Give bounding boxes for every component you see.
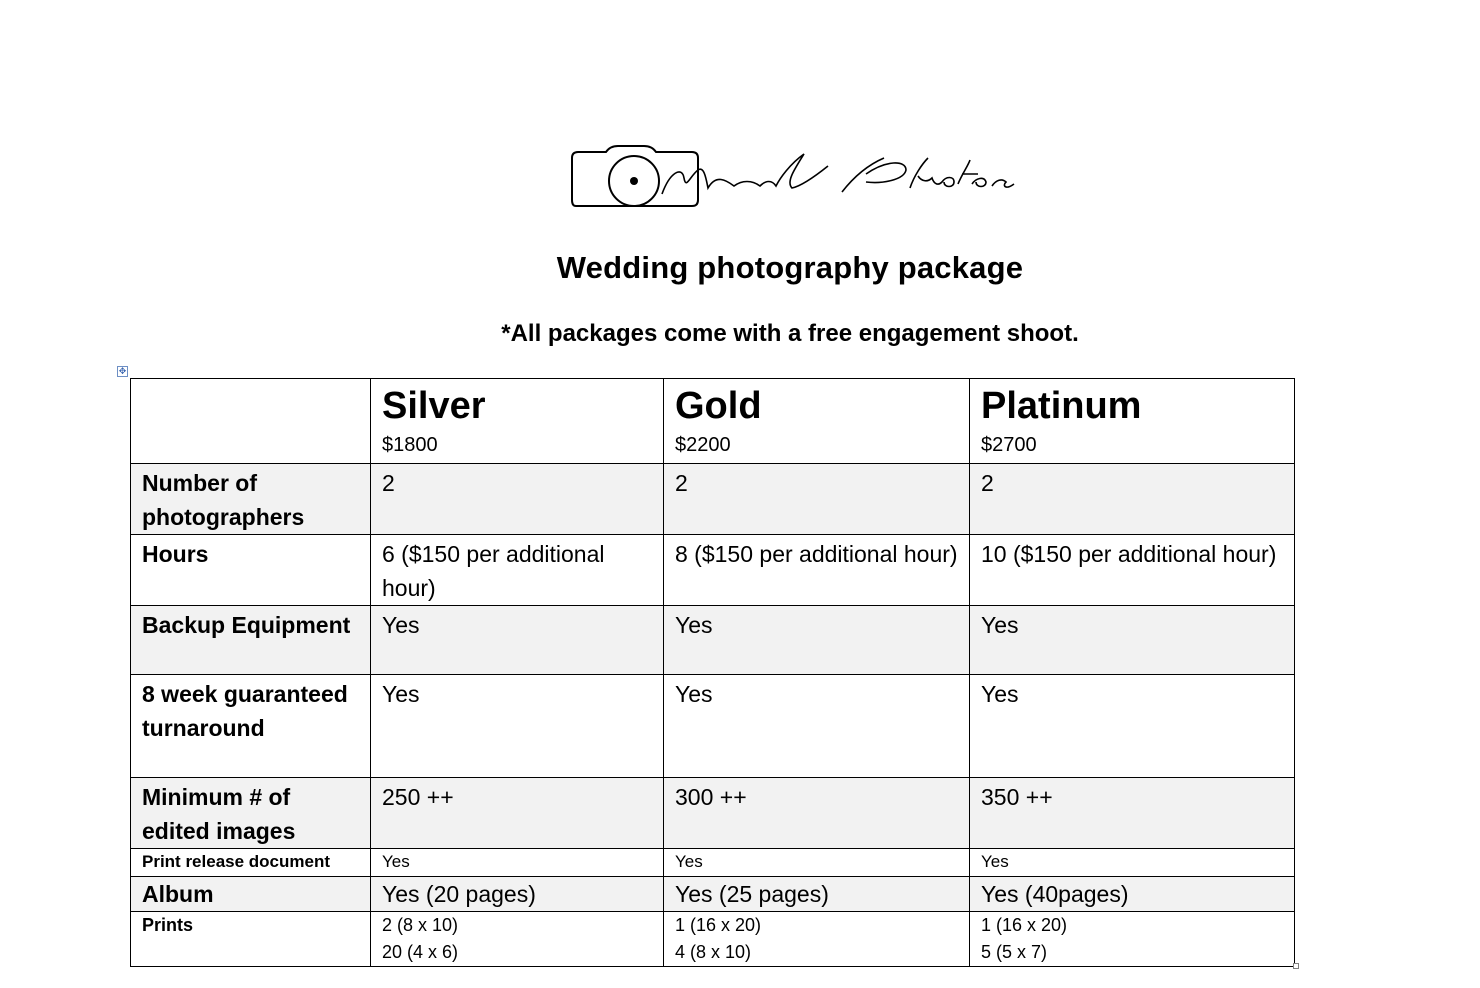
- table-cell: Yes: [970, 675, 1295, 778]
- print-line: 2 (8 x 10): [382, 915, 459, 935]
- print-line: 1 (16 x 20): [675, 915, 762, 935]
- table-cell: [664, 912, 970, 967]
- row-label: 8 week guaranteed turnaround: [131, 675, 371, 778]
- engagement-note: *All packages come with a free engagement shoot.: [501, 320, 1079, 347]
- tier-gold: [664, 379, 970, 464]
- table-cell: 350 ++: [970, 778, 1295, 849]
- print-line: 20 (4 x 6): [382, 942, 459, 962]
- row-label: Minimum # of edited images: [131, 778, 371, 849]
- table-cell: Yes: [664, 606, 970, 675]
- tier-platinum: [970, 379, 1295, 464]
- table-cell: 8 ($150 per additional hour): [664, 535, 970, 606]
- corner-cell: [131, 379, 371, 464]
- table-resize-handle[interactable]: [1293, 963, 1299, 969]
- print-line: 5 (5 x 7): [981, 942, 1048, 962]
- tier-silver: [371, 379, 664, 464]
- table-cell: 6 ($150 per additional hour): [371, 535, 664, 606]
- table-row: [131, 464, 1295, 535]
- table-header-row: [131, 379, 1295, 464]
- table-cell: Yes: [371, 675, 664, 778]
- row-label: Album: [131, 877, 371, 912]
- tier-name: Silver: [382, 385, 486, 427]
- table-cell: Yes (20 pages): [371, 877, 664, 912]
- table-cell: 300 ++: [664, 778, 970, 849]
- table-cell: 2: [371, 464, 664, 535]
- print-line: 4 (8 x 10): [675, 942, 752, 962]
- table-move-handle-icon[interactable]: ✥: [118, 366, 127, 376]
- table-cell: Yes: [970, 606, 1295, 675]
- row-label: Hours: [131, 535, 371, 606]
- row-label: Print release document: [131, 849, 371, 877]
- row-label: Backup Equipment: [131, 606, 371, 675]
- tier-price: $2700: [981, 434, 1037, 456]
- table-cell: 10 ($150 per additional hour): [970, 535, 1295, 606]
- table-cell: 2: [664, 464, 970, 535]
- tier-name: Gold: [675, 385, 762, 427]
- row-label: Prints: [131, 912, 371, 967]
- tier-price: $2200: [675, 434, 731, 456]
- table-cell: Yes (25 pages): [664, 877, 970, 912]
- table-row: [131, 778, 1295, 849]
- tier-price: $1800: [382, 434, 438, 456]
- table-row: [131, 912, 1295, 967]
- table-cell: Yes (40pages): [970, 877, 1295, 912]
- row-label: Number of photographers: [131, 464, 371, 535]
- table-cell: Yes: [371, 606, 664, 675]
- table-cell: Yes: [970, 849, 1295, 877]
- package-comparison-table: [130, 378, 1295, 967]
- table-cell: 250 ++: [371, 778, 664, 849]
- table-cell: Yes: [371, 849, 664, 877]
- page-title: Wedding photography package: [556, 250, 1024, 285]
- table-row: [131, 606, 1295, 675]
- table-row: [131, 675, 1295, 778]
- meek-photos-logo: [566, 144, 1022, 210]
- camera-icon: [566, 144, 1022, 210]
- tier-name: Platinum: [981, 385, 1142, 427]
- table-cell: Yes: [664, 675, 970, 778]
- table-row: [131, 849, 1295, 877]
- table-cell: 2: [970, 464, 1295, 535]
- table-cell: [371, 912, 664, 967]
- table-cell: [970, 912, 1295, 967]
- table-cell: Yes: [664, 849, 970, 877]
- table-row: [131, 877, 1295, 912]
- table-row: [131, 535, 1295, 606]
- print-line: 1 (16 x 20): [981, 915, 1068, 935]
